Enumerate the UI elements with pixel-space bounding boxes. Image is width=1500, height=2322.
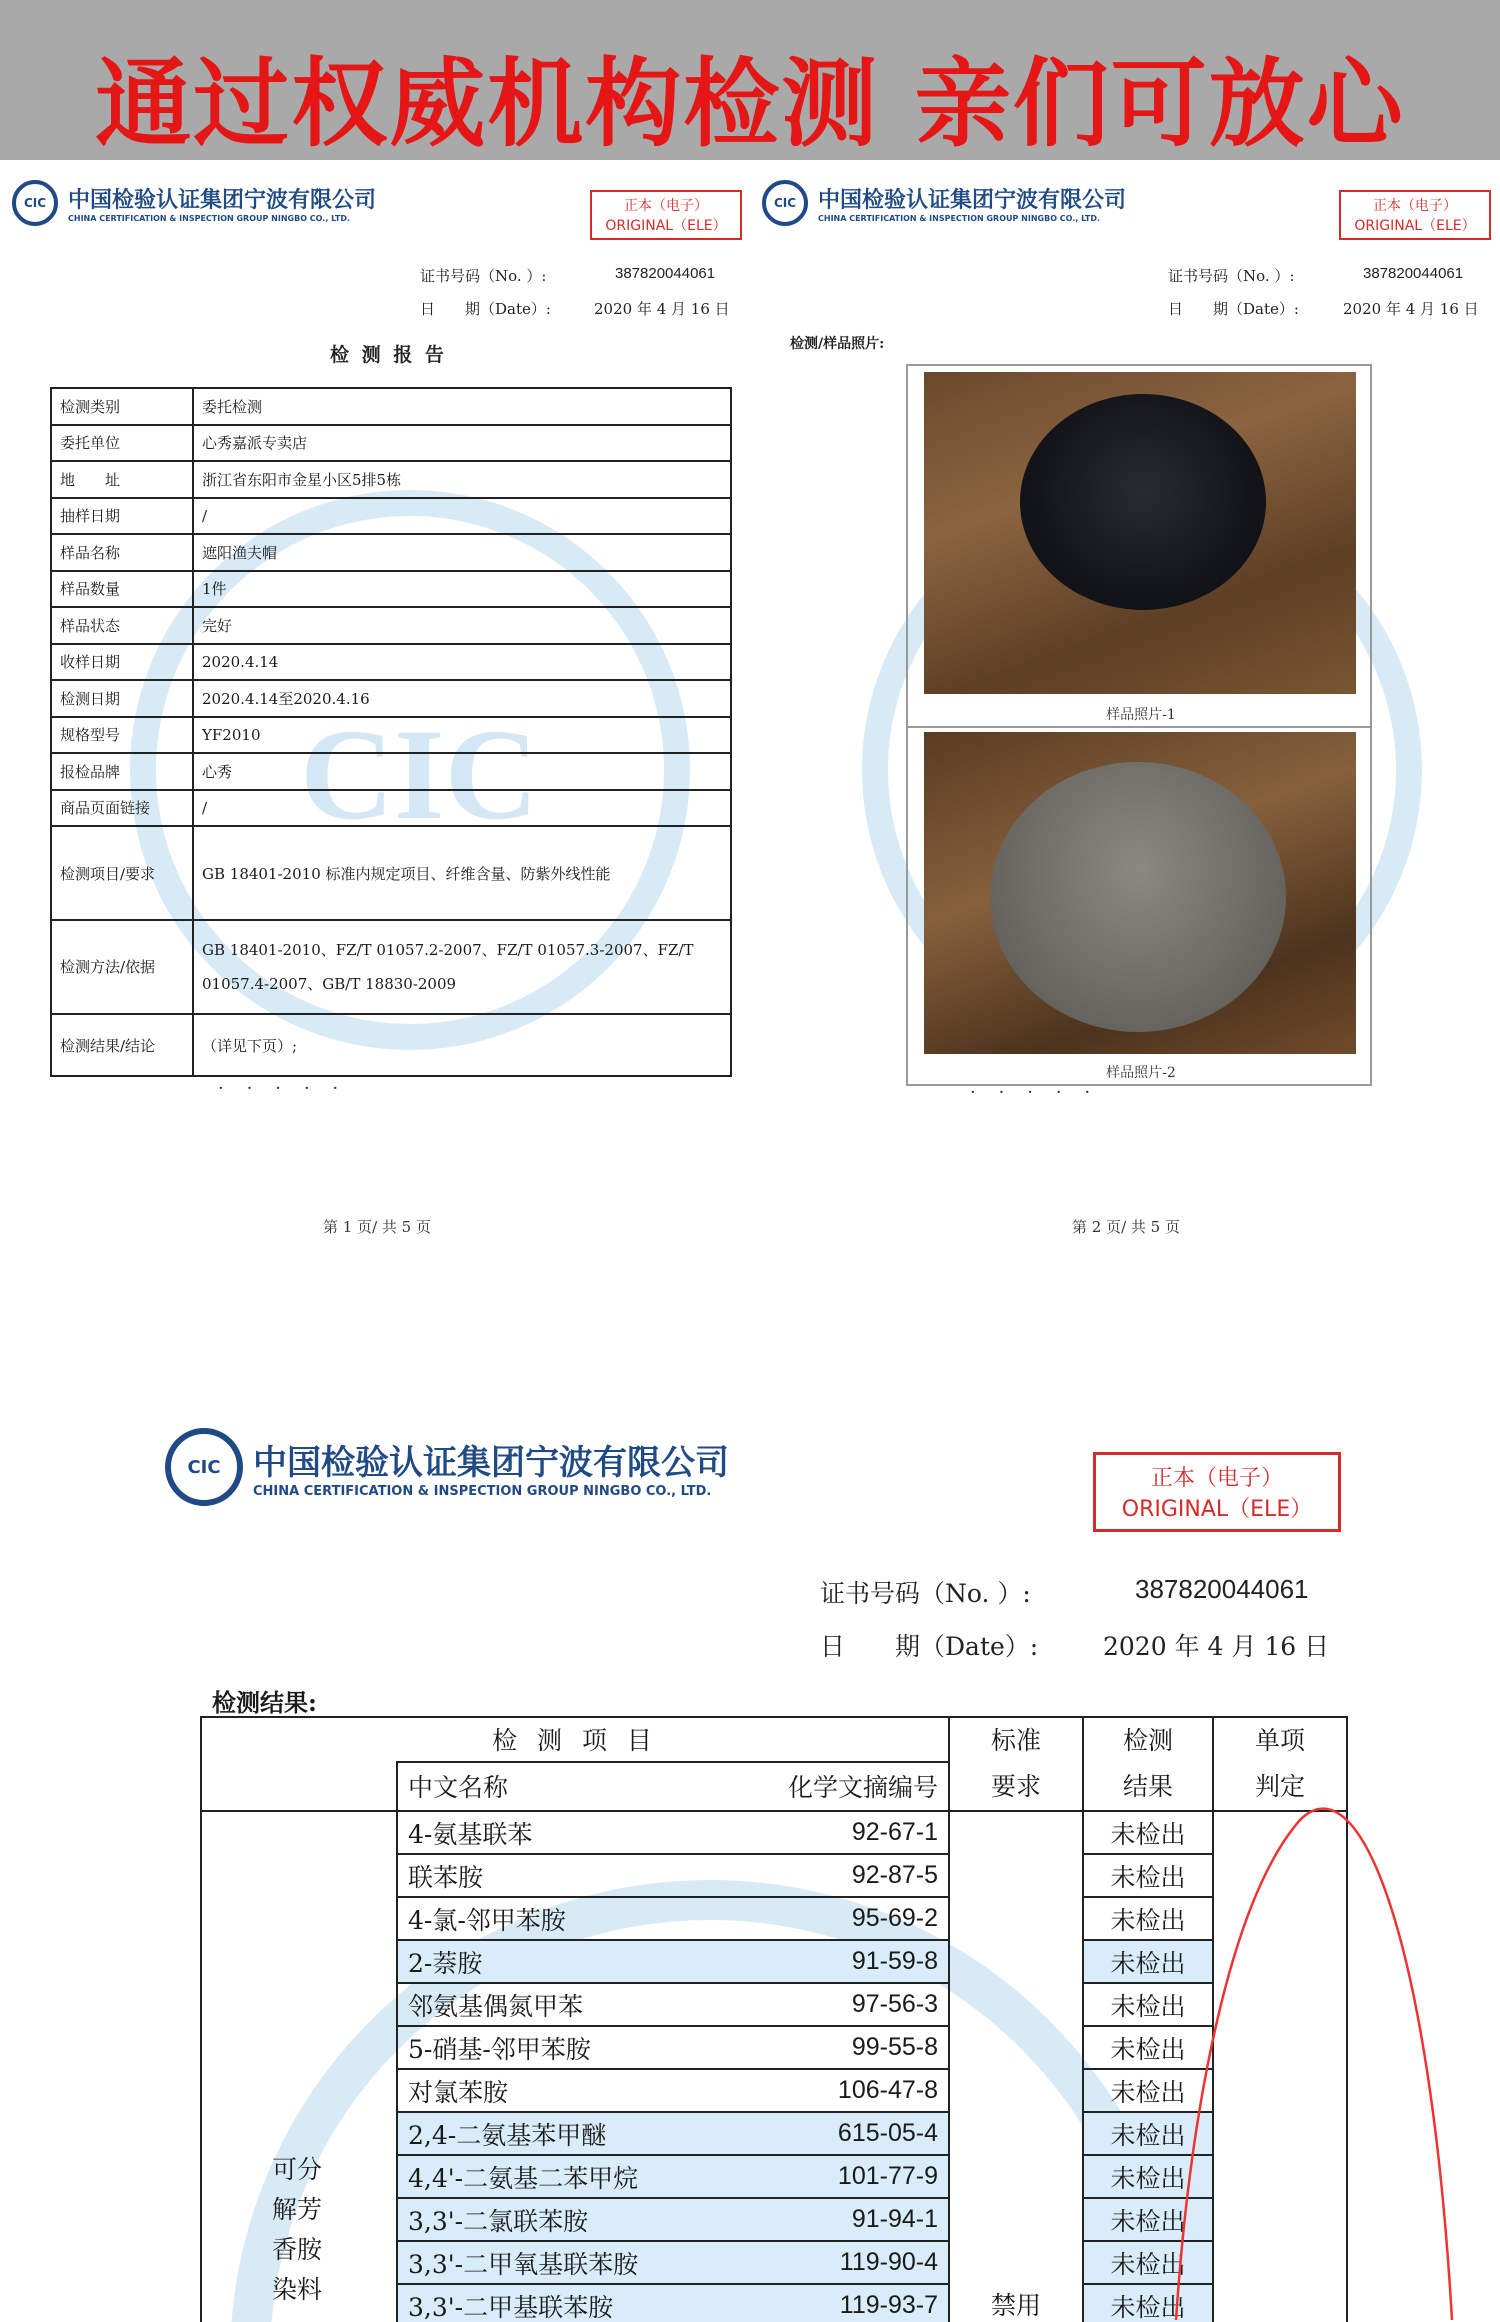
company-logo [762,180,1126,226]
cert-no-label: 证书号码（No. ）: [1168,267,1295,285]
cert-no-label: 证书号码（No. ）: [820,1579,1031,1608]
info-value: GB 18401-2010、FZ/T 01057.2-2007、FZ/T 01057.3-2007、FZ/T 01057.4-2007、GB/T 18830-2009 [193,920,731,1014]
company-logo [12,180,376,226]
cert-date-label: 日 期（Date）: [420,300,551,318]
info-row [51,461,731,498]
cert-date-label: 日 期（Date）: [820,1632,1039,1661]
cert-no-value: 387820044061 [615,265,716,282]
cert-no-label: 证书号码（No. ）: [420,267,547,285]
original-stamp [1093,1452,1341,1532]
stamp-line1: 正本（电子） [624,198,708,214]
info-key: 地 址 [51,461,193,498]
chem-cas: 106-47-8 [725,2069,949,2112]
cert-date-label: 日 期（Date）: [1168,300,1299,318]
chem-result: 未检出 [1083,2026,1213,2069]
chem-name: 4,4'-二氨基二苯甲烷 [397,2155,725,2198]
chem-result: 未检出 [1083,2155,1213,2198]
info-key: 检测结果/结论 [51,1014,193,1076]
banner-title: 通过权威机构检测 亲们可放心 [95,48,1405,160]
info-row [51,753,731,790]
company-name-en: CHINA CERTIFICATION & INSPECTION GROUP NINGBO CO., LTD. [253,1484,712,1499]
info-row [51,607,731,644]
chem-result: 未检出 [1083,1811,1213,1854]
page2-number: 第 2 页/ 共 5 页 [1072,1218,1180,1236]
info-value: / [193,790,731,827]
info-row [51,498,731,535]
info-row [51,425,731,462]
photo-caption-2: 样品照片-2 [1106,1065,1176,1081]
info-value: 心秀嘉派专卖店 [193,425,731,462]
info-row [51,388,731,425]
cert-date-value: 2020 年 4 月 16 日 [1103,1632,1330,1661]
sample-photo-1 [924,372,1356,694]
chem-cas: 91-59-8 [725,1940,949,1983]
info-key: 商品页面链接 [51,790,193,827]
grey-hat-image [990,762,1286,1032]
info-row [51,571,731,608]
info-value: 心秀 [193,753,731,790]
info-key: 检测项目/要求 [51,826,193,920]
info-value: GB 18401-2010 标准内规定项目、纤维含量、防紫外线性能 [193,826,731,920]
info-row [51,534,731,571]
company-name-en: CHINA CERTIFICATION & INSPECTION GROUP NINGBO CO., LTD. [818,214,1101,223]
info-key: 抽样日期 [51,498,193,535]
chem-cas: 119-90-4 [725,2241,949,2284]
report-title: 检 测 报 告 [330,344,447,366]
chem-cas: 92-67-1 [725,1811,949,1854]
info-row [51,717,731,754]
group-label [201,1811,397,2322]
chem-cas: 101-77-9 [725,2155,949,2198]
chem-result: 未检出 [1083,2284,1213,2322]
stamp-line2: ORIGINAL（ELE） [605,218,727,234]
original-stamp [1339,190,1491,240]
chem-result: 未检出 [1083,2112,1213,2155]
info-key: 收样日期 [51,644,193,681]
chem-name: 2,4-二氨基苯甲醚 [397,2112,725,2155]
group-label-text: 可分解芳香胺染料 [272,2155,323,2304]
info-key: 委托单位 [51,425,193,462]
black-hat-image [1020,394,1266,610]
chem-name: 3,3'-二甲基联苯胺 [397,2284,725,2322]
results-section-title: 检测结果: [212,1688,317,1717]
info-row [51,790,731,827]
page1-number: 第 1 页/ 共 5 页 [323,1218,431,1236]
info-value: 1件 [193,571,731,608]
company-name-en: CHINA CERTIFICATION & INSPECTION GROUP NINGBO CO., LTD. [68,214,351,223]
header-result: 检测结果 [1083,1717,1213,1811]
info-value: 完好 [193,607,731,644]
sample-photo-2 [924,732,1356,1054]
chem-cas: 99-55-8 [725,2026,949,2069]
chem-result: 未检出 [1083,1983,1213,2026]
company-name-cn: 中国检验认证集团宁波有限公司 [253,1443,729,1483]
info-row [51,644,731,681]
info-value: 委托检测 [193,388,731,425]
company-name-cn: 中国检验认证集团宁波有限公司 [68,188,377,213]
info-row [51,920,731,1014]
cert-no-value: 387820044061 [1135,1574,1309,1604]
info-row [51,1014,731,1076]
chem-name: 邻氨基偶氮甲苯 [397,1983,725,2026]
stamp-line2: ORIGINAL（ELE） [1121,1497,1313,1522]
chem-cas: 97-56-3 [725,1983,949,2026]
chem-result: 未检出 [1083,2241,1213,2284]
std-requirement-text: 禁用 [990,2291,1041,2320]
chem-cas: 119-93-7 [725,2284,949,2322]
chem-name: 4-氨基联苯 [397,1811,725,1854]
sample-photo-frame [906,364,1372,1086]
stamp-line2: ORIGINAL（ELE） [1354,218,1476,234]
page2-dots: · · · · · [970,1082,1091,1103]
info-key: 报检品牌 [51,753,193,790]
photo-section-label: 检测/样品照片: [790,336,885,352]
header-std: 标准要求 [949,1717,1083,1811]
info-key: 样品状态 [51,607,193,644]
cic-logo-icon: CIC [12,180,58,226]
info-value: 2020.4.14至2020.4.16 [193,680,731,717]
cic-logo-icon: CIC [762,180,808,226]
chem-result: 未检出 [1083,2069,1213,2112]
info-value: 遮阳渔夫帽 [193,534,731,571]
chem-name: 2-萘胺 [397,1940,725,1983]
info-value: / [193,498,731,535]
report-info-table [50,387,732,1077]
info-row [51,826,731,920]
cert-date-value: 2020 年 4 月 16 日 [1343,300,1479,318]
info-key: 规格型号 [51,717,193,754]
info-value: （详见下页）; [193,1014,731,1076]
header-judge: 单项判定 [1213,1717,1347,1811]
watermark-text: CIC [300,703,539,847]
chem-name: 4-氯-邻甲苯胺 [397,1897,725,1940]
stamp-line1: 正本（电子） [1150,1466,1283,1491]
header-cn-name: 中文名称 [397,1762,725,1811]
info-value: YF2010 [193,717,731,754]
chem-result: 未检出 [1083,1940,1213,1983]
cert-date-value: 2020 年 4 月 16 日 [594,300,730,318]
chem-result: 未检出 [1083,1897,1213,1940]
chem-name: 5-硝基-邻甲苯胺 [397,2026,725,2069]
chem-cas: 95-69-2 [725,1897,949,1940]
chem-name: 联苯胺 [397,1854,725,1897]
red-annotation-ellipse [1080,1780,1480,2320]
page1-dots: · · · · · [218,1078,339,1099]
header-blank [201,1762,397,1811]
chem-cas: 91-94-1 [725,2198,949,2241]
std-requirement [949,1811,1083,2322]
info-key: 检测日期 [51,680,193,717]
photo-caption-1: 样品照片-1 [1106,707,1176,723]
chem-name: 对氯苯胺 [397,2069,725,2112]
chem-name: 3,3'-二氯联苯胺 [397,2198,725,2241]
company-logo [165,1428,729,1506]
chem-name: 3,3'-二甲氧基联苯胺 [397,2241,725,2284]
chem-cas: 92-87-5 [725,1854,949,1897]
stamp-line1: 正本（电子） [1373,198,1457,214]
company-name-cn: 中国检验认证集团宁波有限公司 [818,188,1127,213]
chem-result: 未检出 [1083,2198,1213,2241]
info-value: 浙江省东阳市金星小区5排5栋 [193,461,731,498]
info-key: 检测方法/依据 [51,920,193,1014]
header-cas: 化学文摘编号 [725,1762,949,1811]
cic-logo-icon: CIC [165,1428,243,1506]
original-stamp [590,190,742,240]
chem-cas: 615-05-4 [725,2112,949,2155]
header-items: 检 测 项 目 [201,1717,949,1762]
cert-no-value: 387820044061 [1363,265,1464,282]
banner [0,0,1500,160]
info-key: 样品名称 [51,534,193,571]
info-key: 样品数量 [51,571,193,608]
info-key: 检测类别 [51,388,193,425]
info-row [51,680,731,717]
info-value: 2020.4.14 [193,644,731,681]
chem-result: 未检出 [1083,1854,1213,1897]
